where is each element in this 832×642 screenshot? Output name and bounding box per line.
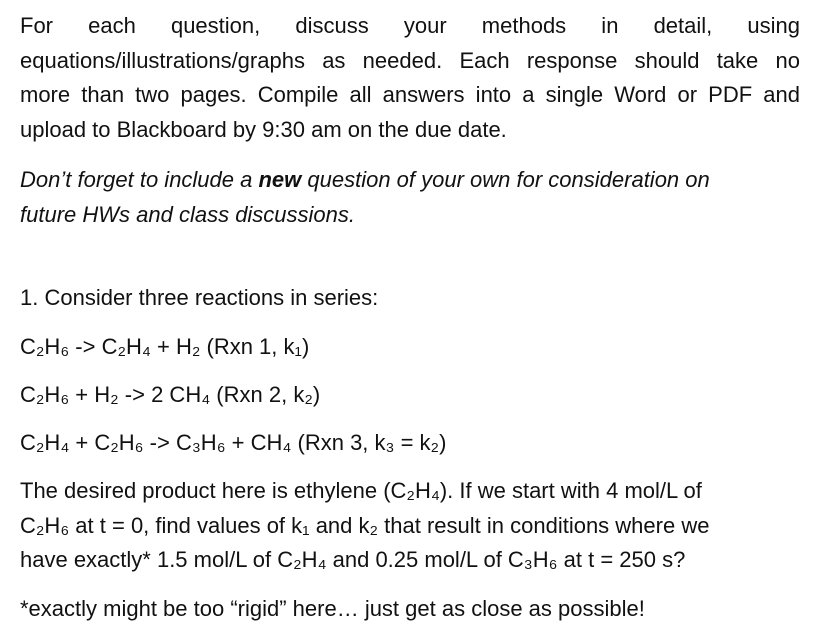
reminder-text-after: question of your own for consideration on [301, 167, 710, 192]
description-line-2: C₂H₆ at t = 0, find values of k₁ and k₂ that result in conditions where we [20, 512, 710, 538]
reminder-line-2: future HWs and class discussions. [20, 201, 356, 227]
reminder-line-1 [20, 163, 800, 198]
instructions-line-1: For each question, discuss your methods in detail, using [20, 13, 800, 38]
reminder-text-before: Don’t forget to include a [20, 167, 259, 192]
reaction-3: C₂H₄ + C₂H₆ -> C₃H₆ + CH₄ (Rxn 3, k₃ = k₂) [20, 430, 447, 455]
instructions-line-4: upload to Blackboard by 9:30 am on the due date. [20, 116, 507, 142]
footnote: *exactly might be too “rigid” here… just get as close as possible! [20, 596, 645, 621]
reminder-emphasis-new: new [258, 167, 302, 192]
instructions-paragraph [20, 9, 800, 147]
instructions-line-3: more than two pages. Compile all answers into a single Word or PDF and [20, 82, 800, 107]
question-description [20, 474, 800, 578]
description-line-3: have exactly* 1.5 mol/L of C₂H₄ and 0.25 mol/L of C₃H₆ at t = 250 s? [20, 547, 686, 572]
description-line-1: The desired product here is ethylene (C₂H₄). If we start with 4 mol/L of [20, 478, 702, 503]
reaction-2: C₂H₆ + H₂ -> 2 CH₄ (Rxn 2, k₂) [20, 382, 321, 407]
reaction-1: C₂H₆ -> C₂H₄ + H₂ (Rxn 1, k₁) [20, 334, 310, 359]
question-title: 1. Consider three reactions in series: [20, 285, 379, 310]
reminder-paragraph [20, 163, 800, 232]
instructions-line-2: equations/illustrations/graphs as needed. Each response should take no [20, 47, 800, 73]
